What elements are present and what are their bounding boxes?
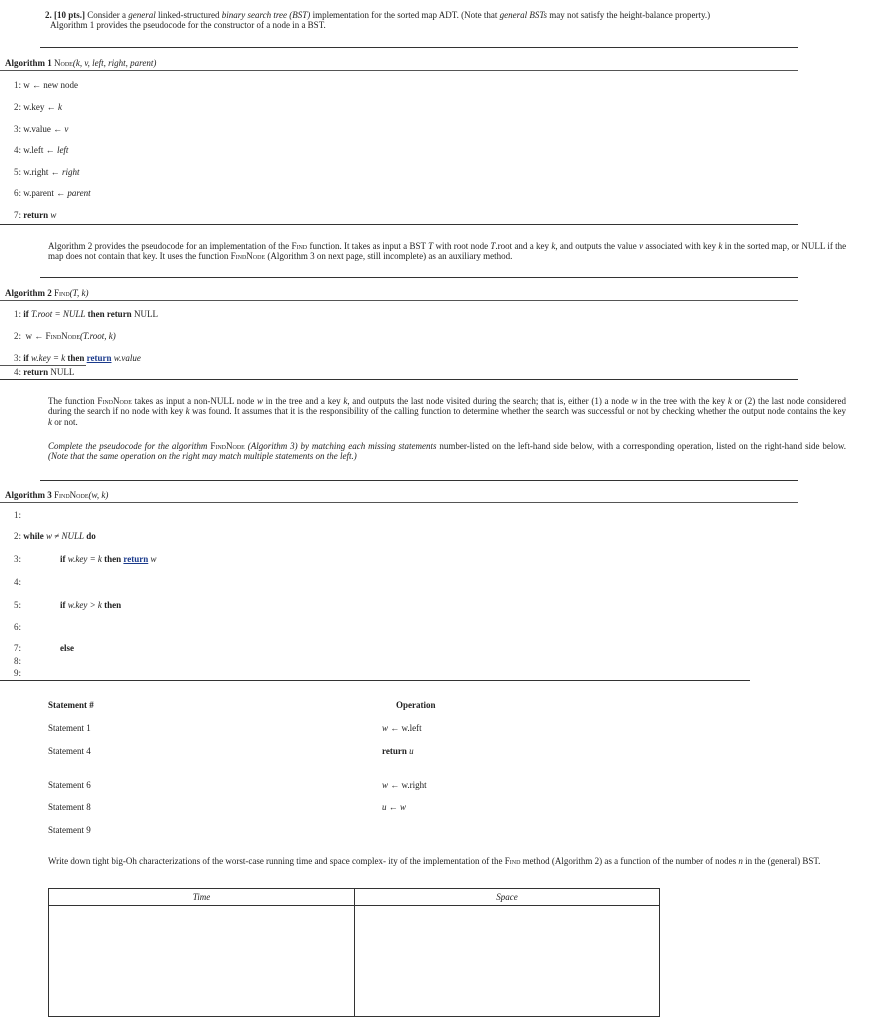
alg3-bottom-rule: [0, 680, 750, 681]
findnode-call: FindNode: [45, 331, 81, 341]
operation-row: u ← w: [382, 802, 407, 812]
problem-heading: [45, 10, 710, 20]
alg1-line-5: 5: w.right ← right: [14, 167, 80, 177]
alg1-line-7: 7: return w: [14, 210, 57, 220]
findnode-term: FindNode: [230, 251, 266, 262]
alg1-top-rule: [40, 47, 798, 48]
time-column-header: Time: [49, 889, 355, 906]
problem-line-2: Algorithm 1 provides the pseudocode for the constructor of a node in a BST.: [50, 20, 326, 30]
alg3-line-3: 3:: [14, 554, 22, 564]
statement-row: Statement 9: [48, 825, 91, 835]
alg3-line-5-body: if w.key > k then: [60, 600, 122, 610]
alg2-name: Find: [54, 288, 70, 298]
operation-row: w ← w.right: [382, 780, 427, 790]
alg2-label: Algorithm 2: [5, 288, 52, 298]
operation-row: return u: [382, 746, 414, 756]
alg1-label: Algorithm 1: [5, 58, 52, 68]
alg2-top-rule: [40, 277, 798, 278]
general-bsts-term: general BSTs: [499, 10, 548, 20]
alg3-line-3-body: if w.key = k then return w: [60, 554, 157, 564]
intro-text: linked-structured: [158, 10, 220, 20]
operation-header: Operation: [396, 700, 436, 710]
find-term: Find: [291, 241, 308, 251]
alg3-line-8: 8:: [14, 656, 22, 666]
alg3-line-9: 9:: [14, 668, 22, 678]
alg1-line-6: 6: w.parent ← parent: [14, 188, 91, 198]
statement-row: Statement 1: [48, 723, 91, 733]
alg3-name: FindNode: [54, 490, 89, 500]
alg3-signature: (w, k): [88, 490, 109, 500]
alg2-line-4: 4: return NULL: [14, 367, 75, 377]
alg2-signature: (T, k): [69, 288, 89, 298]
statement-row: Statement 4: [48, 746, 91, 756]
alg1-name: Node: [54, 58, 73, 68]
alg1-signature: (k, v, left, right, parent): [72, 58, 157, 68]
alg3-line-4: 4:: [14, 577, 22, 587]
alg1-line-4: 4: w.left ← left: [14, 145, 69, 155]
alg2-line-2: 2: w ← FindNode(T.root, k): [14, 331, 116, 341]
time-answer-cell[interactable]: [49, 906, 355, 1017]
alg2-line-1: 1: if T.root = NULL then return NULL: [14, 309, 158, 319]
alg1-line-1: 1: w ← new node: [14, 80, 79, 90]
alg2-bottom-rule: [0, 379, 798, 380]
general-term: general: [128, 10, 156, 20]
alg1-caption: [5, 58, 156, 68]
statement-row: Statement 6: [48, 780, 91, 790]
alg3-line-2: 2: while w ≠ NULL do: [14, 531, 96, 541]
alg3-label: Algorithm 3: [5, 490, 52, 500]
statement-header: Statement #: [48, 700, 94, 710]
problem-points: [10 pts.]: [54, 10, 85, 20]
alg3-caption: [5, 490, 108, 500]
alg1-bottom-rule: [0, 224, 798, 225]
intro-text: Consider a: [87, 10, 126, 20]
operation-row: w ← w.left: [382, 723, 422, 733]
alg3-caption-rule: [0, 502, 798, 503]
space-answer-cell[interactable]: [355, 906, 660, 1017]
paragraph-instructions: Complete the pseudocode for the algorithm FindNode (Algorithm 3) by matching each missing statements number-listed on the left-hand side below, with a corresponding operation, listed on the right-hand side below. (Note that the same operation on the right may match multiple statements on the left.): [48, 441, 847, 462]
intro-text: implementation for the sorted map ADT. (Note that: [312, 10, 498, 20]
paragraph-complexity-question: Write down tight big-Oh characterizations of the worst-case running time and space complex- ity of the implementation of the Find method (Algorithm 2) as a function of the number of nodes n in the (general) BST.: [48, 856, 821, 866]
alg2-caption-rule: [0, 300, 798, 301]
alg2-caption: [5, 288, 89, 298]
intro-text: may not satisfy the height-balance property.): [549, 10, 711, 20]
alg3-line-1: 1:: [14, 510, 22, 520]
complexity-answer-table: [48, 888, 660, 1017]
alg1-caption-rule: [0, 70, 798, 71]
alg2-inner-rule: [0, 365, 86, 366]
alg3-line-5: 5:: [14, 600, 22, 610]
alg3-top-rule: [40, 480, 798, 481]
alg1-line-2: 2: w.key ← k: [14, 102, 62, 112]
alg3-line-7: 7:: [14, 643, 22, 653]
alg3-line-7-body: else: [60, 643, 74, 653]
alg2-line-3: 3: if w.key = k then return w.value: [14, 353, 141, 363]
problem-number: 2.: [45, 10, 52, 20]
bst-term: binary search tree (BST): [221, 10, 311, 20]
paragraph-findnode-description: The function FindNode takes as input a non-NULL node w in the tree and a key k, and outputs the last node visited during the search; that is, either (1) a node w in the tree with the key k or (2) the last node considered during the search if no node with key k was found. It assumes that it is the responsibility of the calling function to determine whether the search was successful or not by checking whether the output node contains the key k or not.: [48, 396, 847, 427]
return-link[interactable]: return: [86, 353, 112, 363]
space-column-header: Space: [355, 889, 660, 906]
statement-row: Statement 8: [48, 802, 91, 812]
alg1-line-3: 3: w.value ← v: [14, 124, 69, 134]
alg3-line-6: 6:: [14, 622, 22, 632]
return-link[interactable]: return: [123, 554, 149, 564]
paragraph-find-description: Algorithm 2 provides the pseudocode for an implementation of the Find function. It takes as input a BST T with root node T.root and a key k, and outputs the value v associated with key k in the sorted map, or NULL if the map does not contain that key. It uses the function FindNode (Algorithm 3 on next page, still incomplete) as an auxiliary method.: [48, 241, 847, 262]
